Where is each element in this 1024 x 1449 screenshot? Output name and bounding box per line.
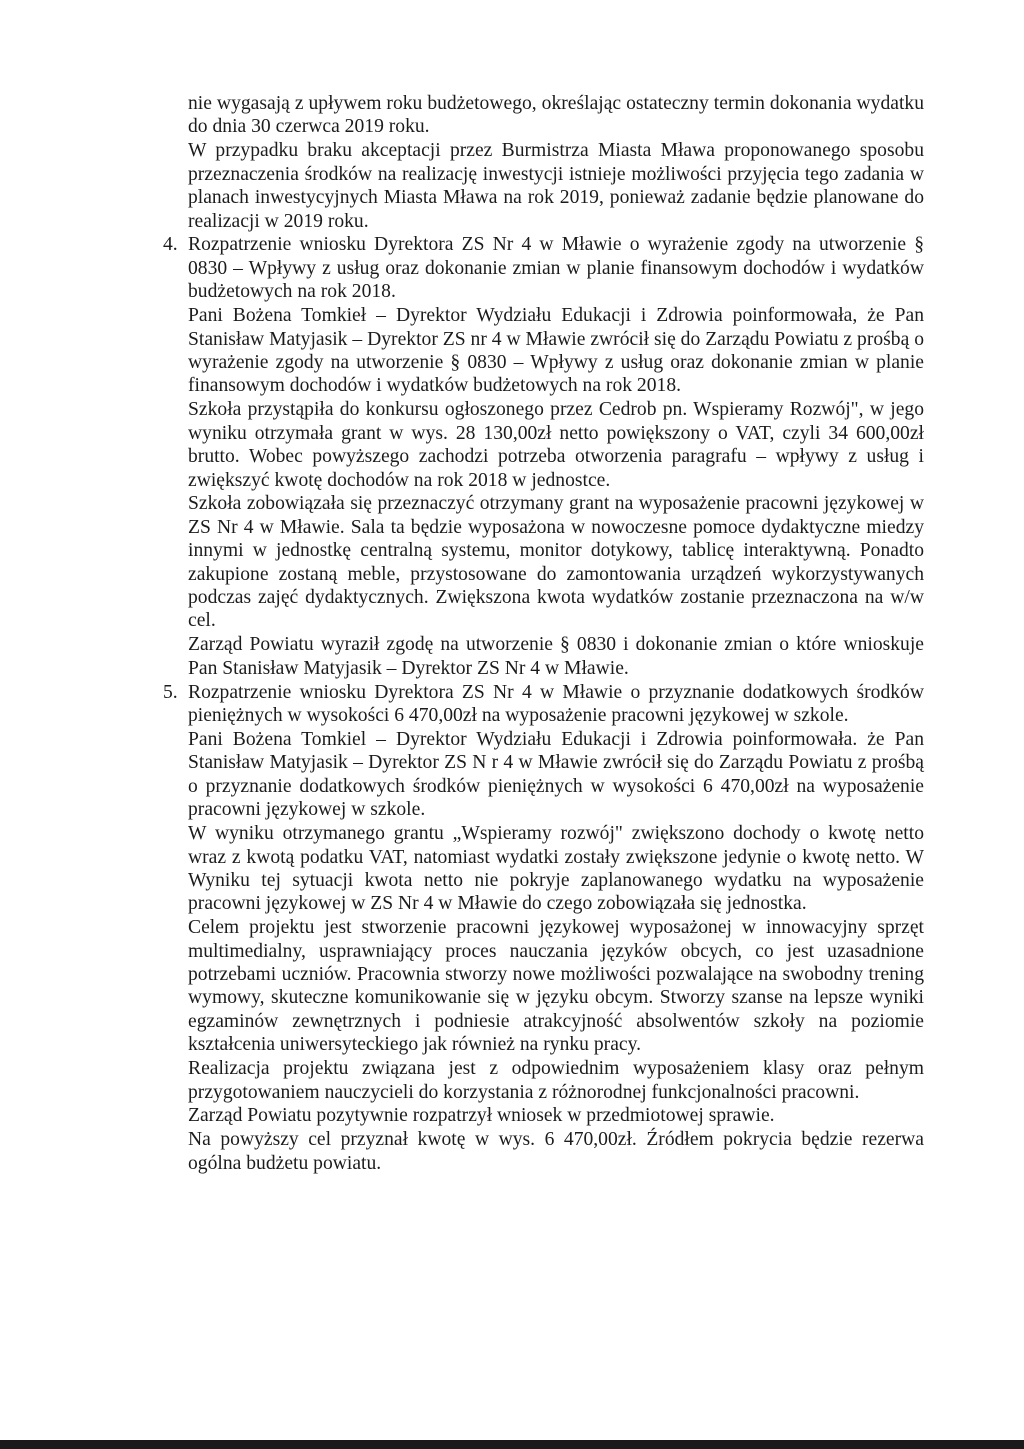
item-number: 5. bbox=[163, 681, 178, 703]
paragraph: Zarząd Powiatu pozytywnie rozpatrzył wniosek w przedmiotowej sprawie. bbox=[188, 1105, 775, 1127]
paragraph: Pani Bożena Tomkiel – Dyrektor Wydziału Edukacji i Zdrowia poinformowała. że Pan Stanisław Matyjasik – Dyrektor ZS N r 4 w Mławie zwrócił się do Zarządu Powiatu z prośbą o przyznanie dodatkowych środków pieniężnych w wysokości 6 470,00zł na wyposażenie pracowni językowej w szkole. bbox=[188, 728, 924, 821]
paragraph: Na powyższy cel przyznał kwotę w wys. 6 470,00zł. Źródłem pokrycia będzie rezerwa ogólna budżetu powiatu. bbox=[188, 1129, 924, 1174]
item-title: Rozpatrzenie wniosku Dyrektora ZS Nr 4 w Mławie o przyznanie dodatkowych środków pieniężnych w wysokości 6 470,00zł na wyposażenie pracowni językowej w szkole. bbox=[188, 681, 924, 727]
paragraph: Celem projektu jest stworzenie pracowni językowej wyposażonej w innowacyjny sprzęt multimedialny, usprawniający proces nauczania języków obcych, co jest uzasadnione potrzebami uczniów. Pracownia stworzy nowe możliwości pozwalające na swobodny trening wymowy, skuteczne komunikowanie się w języku obcym. Stworzy szanse na lepsze wyniki egzaminów zewnętrznych i podniesie atrakcyjność absolwentów szkoły na poziomie kształcenia uniwersyteckiego jak również na rynku pracy. bbox=[188, 917, 924, 1056]
scan-edge-mark bbox=[0, 1440, 1024, 1449]
paragraph: W przypadku braku akceptacji przez Burmistrza Miasta Mława proponowanego sposobu przeznaczenia środków na realizację inwestycji istnieje możliwości przyjęcia tego zadania w planach inwestycyjnych Miasta Mława na rok 2019, ponieważ zadanie będzie planowane do realizacji w 2019 roku. bbox=[188, 140, 924, 232]
paragraph: Zarząd Powiatu wyraził zgodę na utworzenie § 0830 i dokonanie zmian o które wnioskuje Pan Stanisław Matyjasik – Dyrektor ZS Nr 4 w Mławie. bbox=[188, 634, 924, 679]
paragraph: nie wygasają z upływem roku budżetowego, określając ostateczny termin dokonania wydatku do dnia 30 czerwca 2019 roku. bbox=[188, 93, 924, 138]
agenda-item-5 bbox=[163, 681, 924, 728]
paragraph: Realizacja projektu związana jest z odpowiednim wyposażeniem klasy oraz pełnym przygotowaniem nauczycieli do korzystania z różnorodnej funkcjonalności pracowni. bbox=[188, 1058, 924, 1103]
paragraph: Szkoła zobowiązała się przeznaczyć otrzymany grant na wyposażenie pracowni językowej w ZS Nr 4 w Mławie. Sala ta będzie wyposażona w nowoczesne pomoce dydaktyczne miedzy innymi w jednostkę centralną systemu, monitor dotykowy, tablicę interaktywną. Ponadto zakupione zostaną meble, przystosowane do zamontowania urządzeń wykorzystywanych podczas zajęć dydaktycznych. Zwiększona kwota wydatków zostanie przeznaczona na w/w cel. bbox=[188, 493, 924, 632]
paragraph: Pani Bożena Tomkieł – Dyrektor Wydziału Edukacji i Zdrowia poinformowała, że Pan Stanisław Matyjasik – Dyrektor ZS nr 4 w Mławie zwrócił się do Zarządu Powiatu z prośbą o wyrażenie zgody na utworzenie § 0830 – Wpływy z usług oraz dokonanie zmian w planie finansowym dochodów i wydatków budżetowych na rok 2018. bbox=[188, 305, 924, 397]
paragraph: W wyniku otrzymanego grantu „Wspieramy rozwój" zwiększono dochody o kwotę netto wraz z kwotą podatku VAT, natomiast wydatki zostały zwiększone jedynie o kwotę netto. W Wyniku tej sytuacji kwota netto nie pokryje zaplanowanego wydatku na wyposażenie pracowni językowej w ZS Nr 4 w Mławie do czego zobowiązała się jednostka. bbox=[188, 823, 924, 915]
document-body bbox=[163, 92, 924, 1176]
item-number: 4. bbox=[163, 234, 178, 256]
paragraph: Szkoła przystąpiła do konkursu ogłoszonego przez Cedrob pn. Wspieramy Rozwój", w jego wyniku otrzymała grant w wys. 28 130,00zł netto powiększony o VAT, czyli 34 600,00zł brutto. Wobec powyższego zachodzi potrzeba otworzenia paragrafu – wpływy z usług i zwiększyć kwotę dochodów na rok 2018 w jednostce. bbox=[188, 399, 924, 491]
item-title: Rozpatrzenie wniosku Dyrektora ZS Nr 4 w Mławie o wyrażenie zgody na utworzenie § 0830 – Wpływy z usług oraz dokonanie zmian w planie finansowym dochodów i wydatków budżetowych na rok 2018. bbox=[188, 234, 924, 303]
agenda-item-4 bbox=[163, 233, 924, 303]
